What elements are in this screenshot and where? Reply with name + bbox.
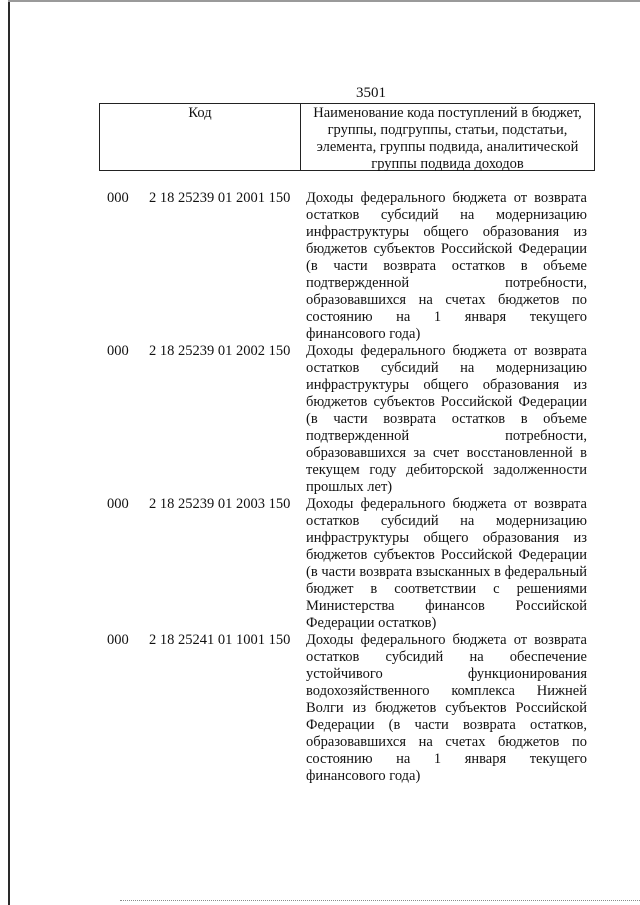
admin-code-cell: 000 (107, 632, 129, 648)
table-body (107, 190, 587, 785)
table-row (107, 343, 587, 496)
revenue-code-cell: 2 18 25239 01 2003 150 (149, 496, 291, 512)
revenue-name-cell: Доходы федерального бюджета от возврата остатков субсидий на обеспечение устойчивого функционирования водохозяйственного комплекса Нижней Волги из бюджетов субъектов Российской Федерации (в части возврата остатков, образовавшихся на счетах бюджетов по состоянию на 1 января текущего финансового года) (306, 632, 587, 784)
table-row (107, 632, 587, 785)
table-row (107, 190, 587, 343)
revenue-code-cell: 2 18 25239 01 2002 150 (149, 343, 291, 359)
scan-border-top (8, 0, 640, 2)
revenue-code-cell: 2 18 25241 01 1001 150 (149, 632, 291, 648)
admin-code-cell: 000 (107, 190, 129, 206)
revenue-name-cell: Доходы федерального бюджета от возврата остатков субсидий на модернизацию инфраструктуры общего образования из бюджетов субъектов Российской Федерации (в части возврата взысканных в федеральный бюджет в соответствии с решениями Министерства финансов Российской Федерации остатков) (306, 496, 587, 631)
header-name-cell: Наименование кода поступлений в бюджет, группы, подгруппы, статьи, подстатьи, элемента, группы подвида, аналитической группы подвида доходов (313, 105, 582, 172)
table-row (107, 496, 587, 632)
scan-border-bottom (120, 900, 640, 902)
admin-code-cell: 000 (107, 343, 129, 359)
revenue-name-cell: Доходы федерального бюджета от возврата остатков субсидий на модернизацию инфраструктуры общего образования из бюджетов субъектов Российской Федерации (в части возврата остатков в объеме подтвержденной потребности, образовавшихся на счетах бюджетов по состоянию на 1 января текущего финансового года) (306, 190, 587, 342)
scan-border-left (8, 0, 10, 905)
table-header (99, 103, 595, 171)
header-code-cell: Код (100, 104, 301, 170)
revenue-code-cell: 2 18 25239 01 2001 150 (149, 190, 291, 206)
revenue-name-cell: Доходы федерального бюджета от возврата остатков субсидий на модернизацию инфраструктуры общего образования из бюджетов субъектов Российской Федерации (в части возврата остатков в объеме подтвержденной потребности, образовавшихся за счет восстановленной в текущем году дебиторской задолженности прошлых лет) (306, 343, 587, 495)
admin-code-cell: 000 (107, 496, 129, 512)
page-number: 3501 (356, 85, 386, 101)
